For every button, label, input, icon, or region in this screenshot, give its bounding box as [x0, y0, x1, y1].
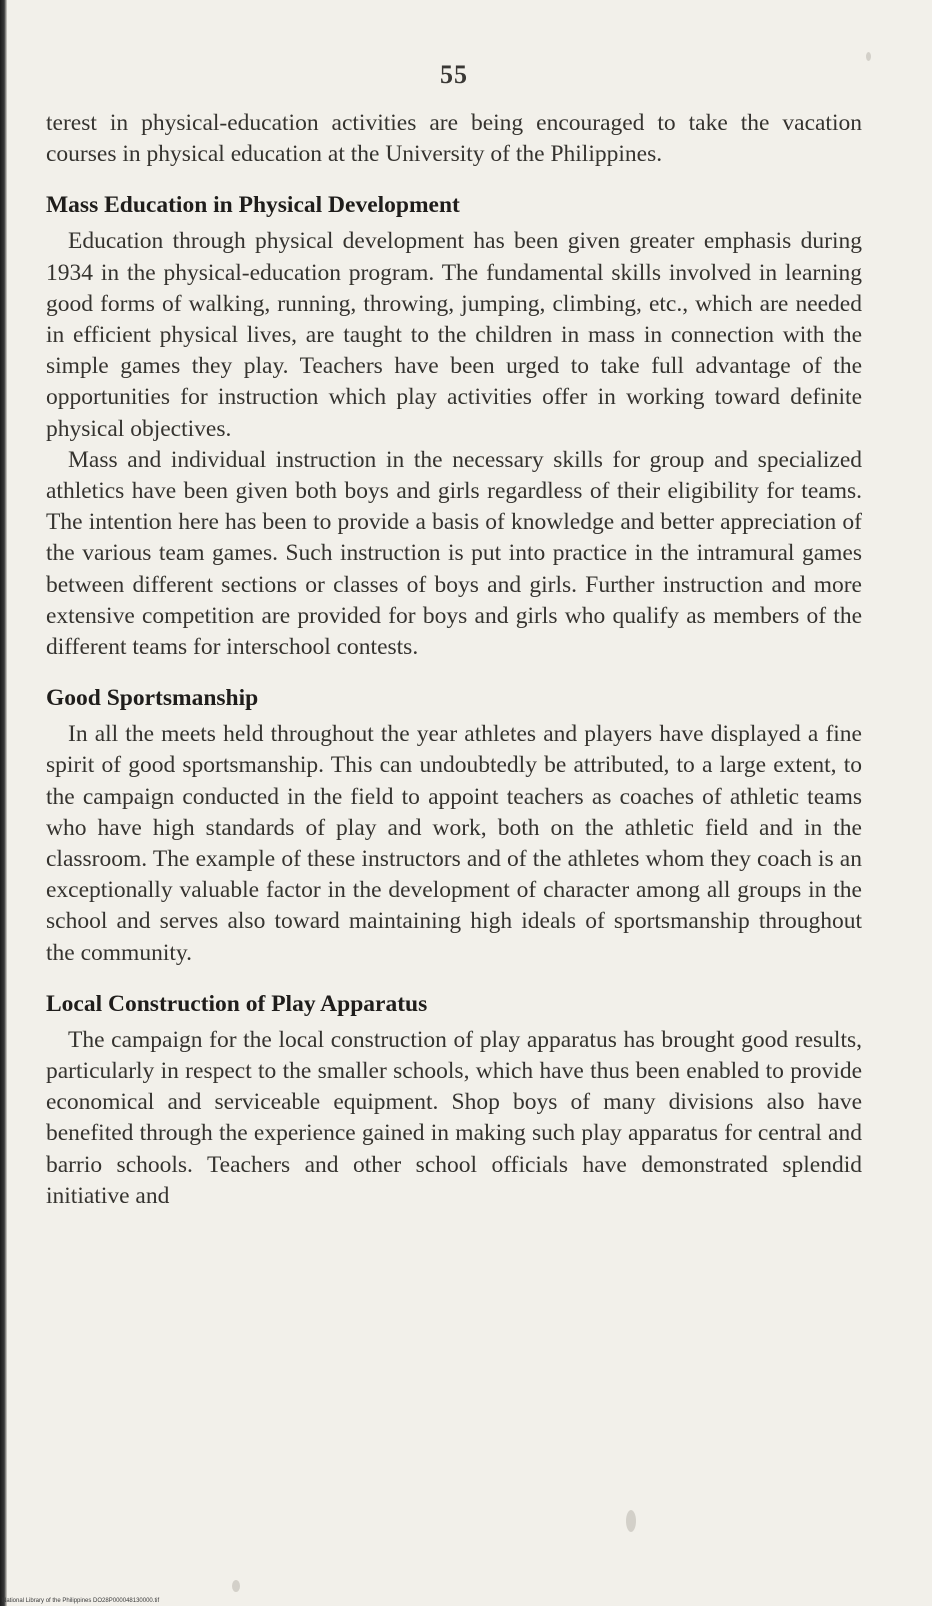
document-page: [46, 60, 862, 1212]
body-paragraph: The campaign for the local construction of play apparatus has brought good results, particularly in respect to the smaller schools, which have thus been enabled to provide economical and serviceable equipment. Shop boys of many divisions also have benefited through the experience gained in making such play apparatus for central and barrio schools. Teachers and other school officials have demonstrated splendid initiative and: [46, 1026, 862, 1209]
continuation-paragraph: terest in physical-education activities are being encouraged to take the vacation courses in physical education at the University of the Philippines.: [46, 110, 862, 168]
section-heading: Mass Education in Physical Development: [46, 192, 460, 219]
scan-speck: [232, 1580, 240, 1592]
section-local-construction: [46, 989, 862, 1212]
section-heading: Good Sportsmanship: [46, 685, 259, 712]
scan-speck: [866, 52, 871, 61]
scan-speck: [626, 1510, 636, 1532]
body-paragraph: Education through physical development has been given greater emphasis during 1934 in the physical-education program. The fundamental skills involved in learning good forms of walking, running, throwing, jumping, climbing, etc., which are needed in efficient physical lives, are taught to the children in mass in connection with the simple games they play. Teachers have been urged to take full advantage of the opportunities for instruction which play activities offer in working toward definite physical objectives.: [46, 228, 862, 442]
scan-source-caption: National Library of the Philippines DO28P000048130000.tif: [2, 1598, 160, 1604]
body-paragraph: Mass and individual instruction in the necessary skills for group and specialized athletics have been given both boys and girls regardless of their eligibility for teams. The intention here has been to provide a basis of knowledge and better appreciation of the various team games. Such instruction is put into practice in the intramural games between different sections or classes of boys and girls. Further instruction and more extensive competition are provided for boys and girls who qualify as members of the different teams for interschool contests.: [46, 446, 862, 661]
section-heading: Local Construction of Play Apparatus: [46, 990, 428, 1017]
section-mass-education: [46, 190, 862, 663]
section-good-sportsmanship: [46, 683, 862, 969]
body-paragraph: In all the meets held throughout the year athletes and players have displayed a fine spirit of good sportsmanship. This can undoubtedly be attributed, to a large extent, to the campaign conducted in the field to appoint teachers as coaches of athletic teams who have high standards of play and work, both on the athletic field and in the classroom. The example of these instructors and of the athletes whom they coach is an exceptionally valuable factor in the development of character among all groups in the school and serves also toward maintaining high ideals of sportsmanship throughout the community.: [46, 721, 862, 966]
page-number: 55: [440, 60, 468, 89]
scan-binding-edge: [0, 0, 7, 1606]
